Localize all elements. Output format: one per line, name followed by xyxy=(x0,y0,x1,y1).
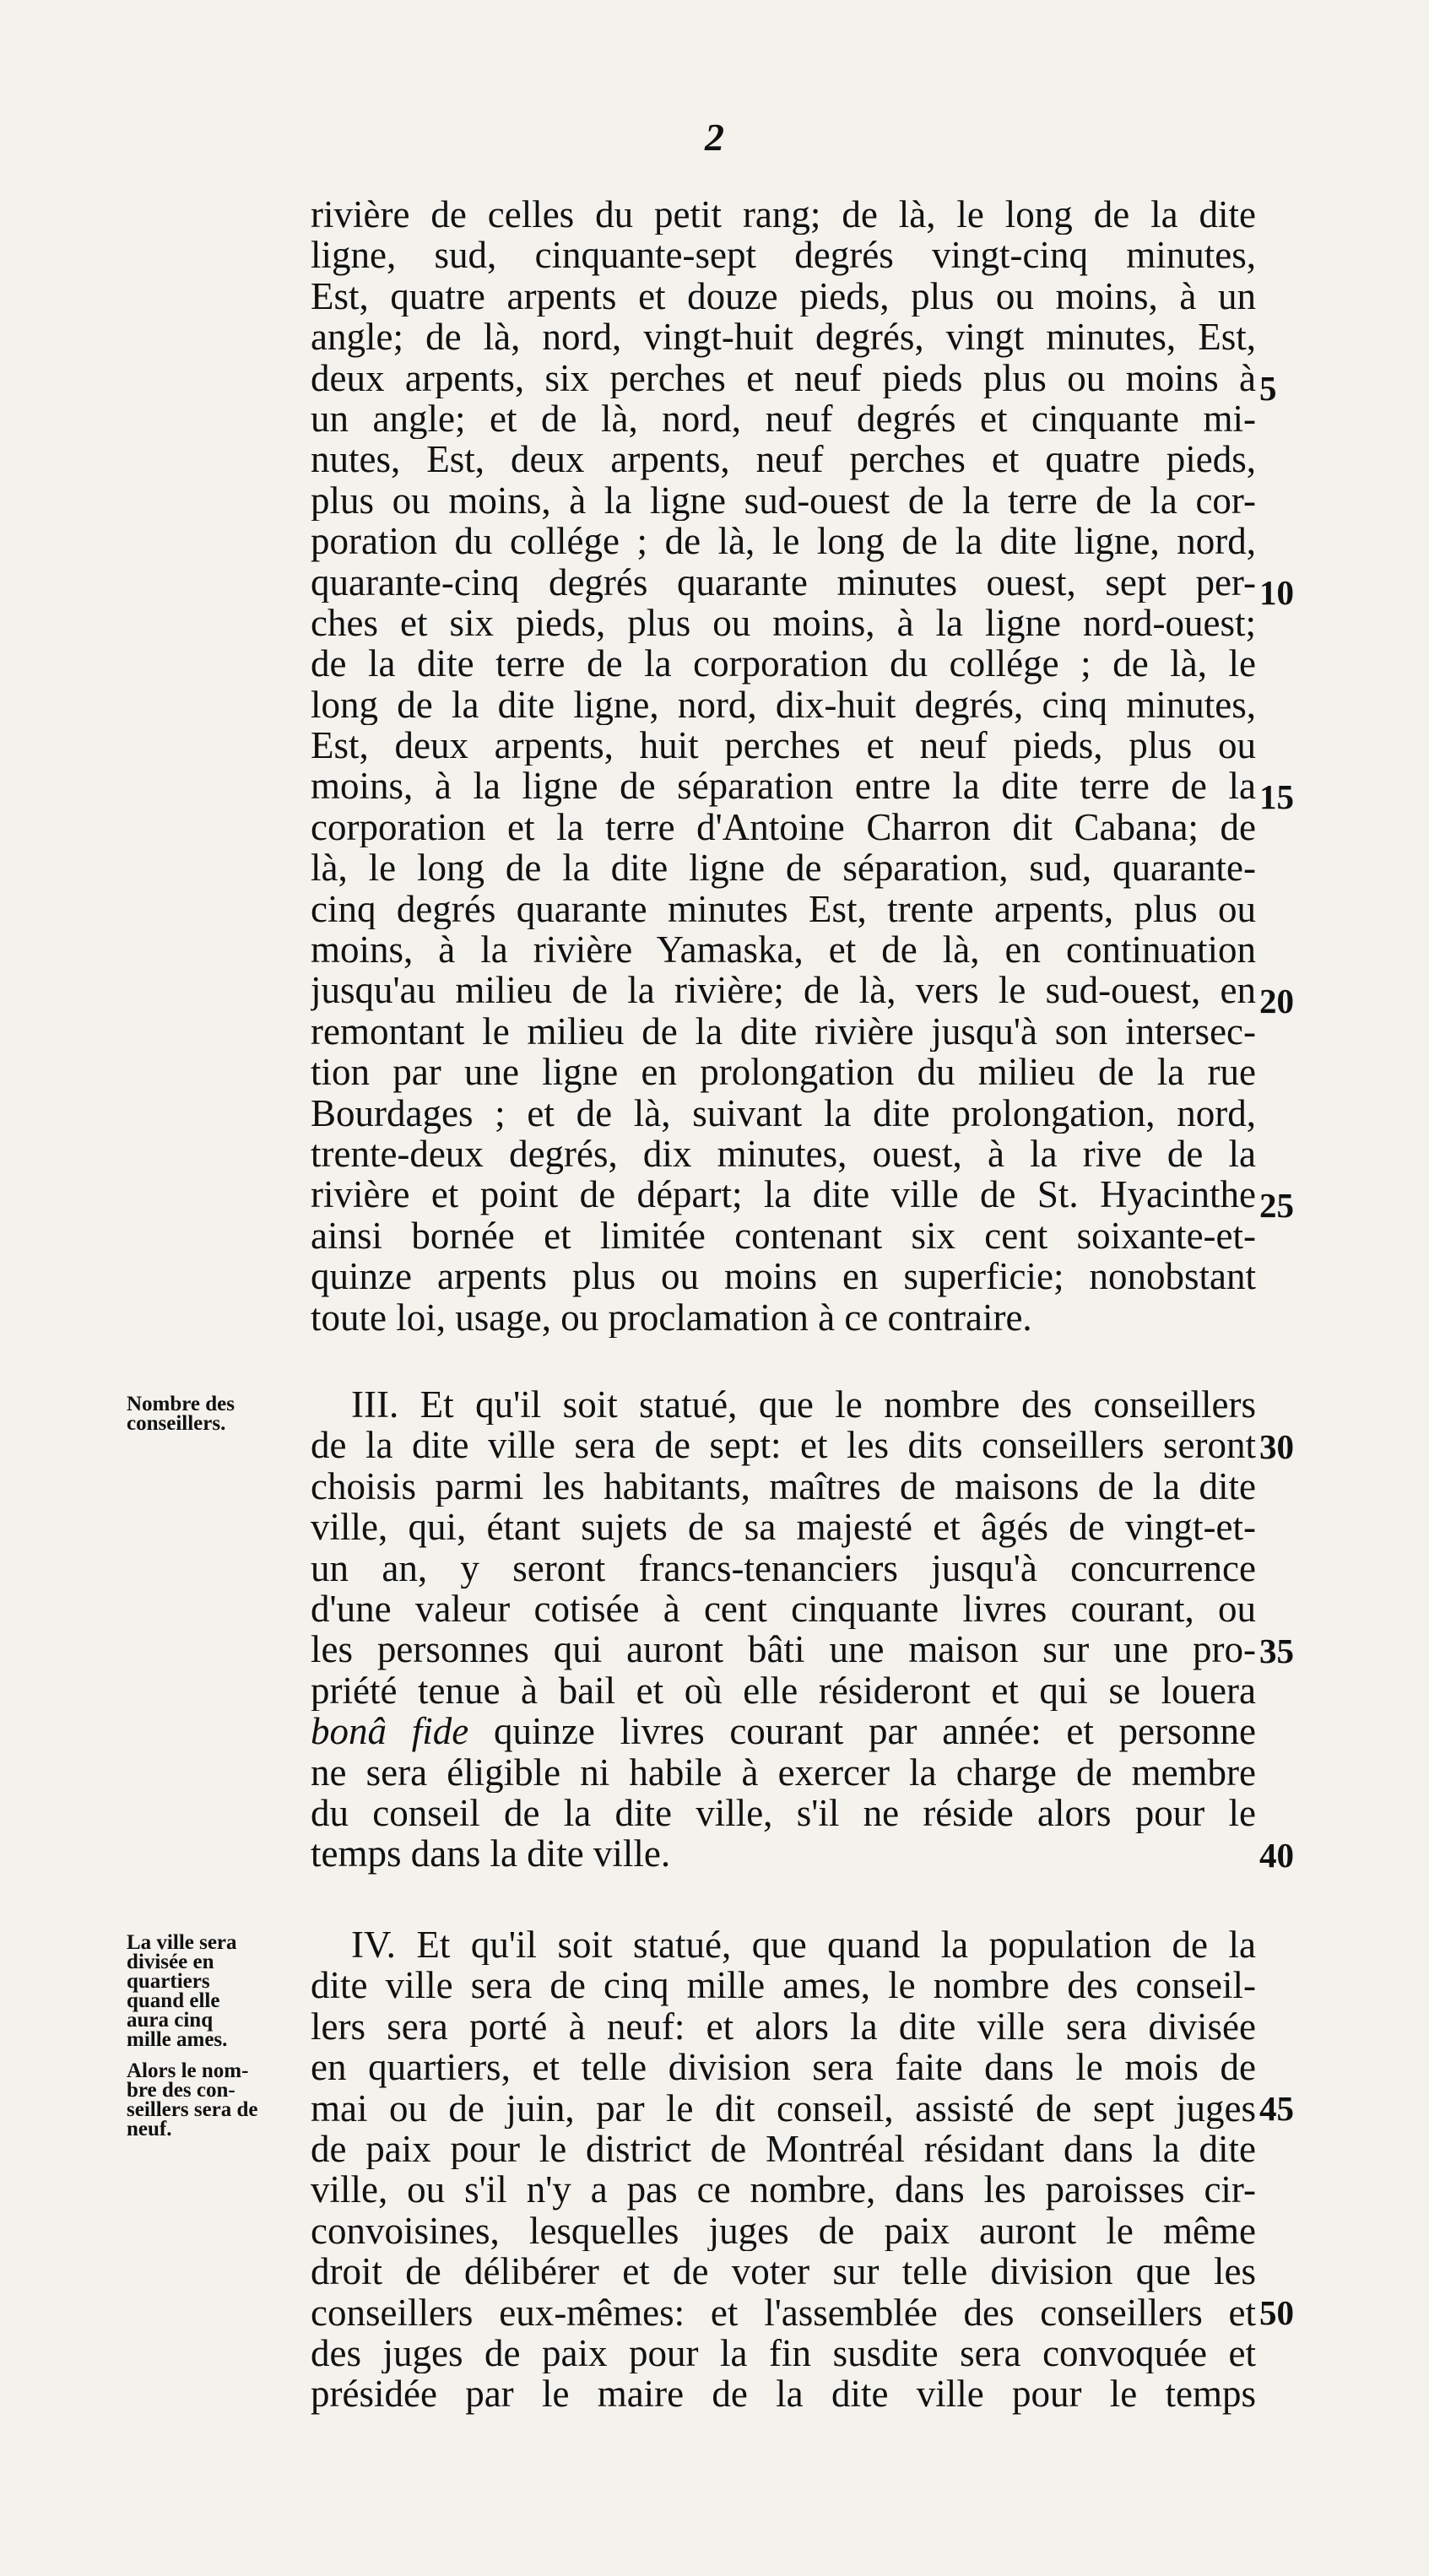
text-line: nutes, Est, deux arpents, neuf perches et quatre pieds, xyxy=(311,439,1256,480)
text-line: III. Et qu'il soit statué, que le nombre des conseillers xyxy=(351,1384,1256,1426)
line-number: 35 xyxy=(1259,1632,1294,1670)
text-line: présidée par le maire de la dite ville pour le temps xyxy=(311,2373,1256,2415)
text-line: ville, qui, étant sujets de sa majesté et âgés de vingt-et- xyxy=(311,1507,1256,1548)
text-line: de la dite terre de la corporation du collége ; de là, le xyxy=(311,643,1256,685)
margin-note-line: seillers sera de xyxy=(127,2098,258,2121)
line-number: 25 xyxy=(1259,1186,1294,1225)
margin-note-counsellors xyxy=(127,1394,312,1433)
margin-note-line: bre des con- xyxy=(127,2079,235,2102)
text-line: moins, à la rivière Yamaska, et de là, en continuation xyxy=(311,929,1256,971)
text-line: Est, quatre arpents et douze pieds, plus ou moins, à un xyxy=(311,275,1256,317)
text-segment: quinze livres courant par année: et personne xyxy=(468,1711,1256,1752)
text-line: ne sera éligible ni habile à exercer la charge de membre xyxy=(311,1751,1256,1793)
section-3-paragraph xyxy=(311,1384,1256,1875)
text-line: jusqu'au milieu de la rivière; de là, vers le sud-ouest, en xyxy=(311,970,1256,1011)
text-line: priété tenue à bail et où elle résideront et qui se louera xyxy=(311,1670,1256,1712)
margin-note-line: Alors le nom- xyxy=(127,2059,249,2082)
text-line: de paix pour le district de Montréal résidant dans la dite xyxy=(311,2128,1256,2170)
text-line: du conseil de la dite ville, s'il ne réside alors pour le xyxy=(311,1792,1256,1834)
line-number: 40 xyxy=(1259,1836,1294,1875)
text-line: tion par une ligne en prolongation du milieu de la rue xyxy=(311,1052,1256,1093)
margin-note-line: quand elle xyxy=(127,1989,220,2012)
text-line: dite ville sera de cinq mille ames, le nombre des conseil- xyxy=(311,1965,1256,2006)
text-line: ligne, sud, cinquante-sept degrés vingt-cinq minutes, xyxy=(311,235,1256,276)
margin-note-line: conseillers. xyxy=(127,1412,226,1435)
text-line: long de la dite ligne, nord, dix-huit degrés, cinq minutes, xyxy=(311,684,1256,726)
text-line: poration du collége ; de là, le long de la dite ligne, nord, xyxy=(311,521,1256,562)
text-line: quarante-cinq degrés quarante minutes ouest, sept per- xyxy=(311,561,1256,603)
text-line: des juges de paix pour la fin susdite sera convoquée et xyxy=(311,2332,1256,2374)
text-line: ches et six pieds, plus ou moins, à la ligne nord-ouest; xyxy=(311,602,1256,644)
text-line: trente-deux degrés, dix minutes, ouest, à la rive de la xyxy=(311,1133,1256,1175)
text-line: moins, à la ligne de séparation entre la dite terre de la xyxy=(311,766,1256,807)
text-line: Est, deux arpents, huit perches et neuf pieds, plus ou xyxy=(311,725,1256,766)
italic-phrase: bonâ fide xyxy=(311,1711,469,1752)
margin-note-line: divisée en xyxy=(127,1951,214,1973)
text-line: d'une valeur cotisée à cent cinquante livres courant, ou xyxy=(311,1588,1256,1630)
margin-note-line: quartiers xyxy=(127,1970,210,1993)
text-line: un angle; et de là, nord, neuf degrés et cinquante mi- xyxy=(311,398,1256,440)
text-line: IV. Et qu'il soit statué, que quand la population de la xyxy=(351,1924,1256,1966)
text-line: les personnes qui auront bâti une maison sur une pro- xyxy=(311,1629,1256,1670)
text-line: convoisines, lesquelles juges de paix auront le même xyxy=(311,2210,1256,2252)
margin-note-line: aura cinq xyxy=(127,2009,214,2032)
text-line: plus ou moins, à la ligne sud-ouest de la terre de la cor- xyxy=(311,479,1256,522)
text-line: droit de délibérer et de voter sur telle division que les xyxy=(311,2251,1256,2292)
text-line: cinq degrés quarante minutes Est, trente arpents, plus ou xyxy=(311,888,1256,930)
text-line: mai ou de juin, par le dit conseil, assisté de sept juges xyxy=(311,2087,1256,2129)
text-line: un an, y seront francs-tenanciers jusqu'à concurrence xyxy=(311,1547,1256,1588)
text-line: choisis parmi les habitants, maîtres de maisons de la dite xyxy=(311,1465,1256,1507)
margin-note-line: mille ames. xyxy=(127,2028,228,2051)
line-number: 20 xyxy=(1259,982,1294,1020)
line-number: 10 xyxy=(1259,573,1294,612)
text-line: conseillers eux-mêmes: et l'assemblée des conseillers et xyxy=(311,2292,1256,2333)
text-line: de la dite ville sera de sept: et les dits conseillers seront xyxy=(311,1425,1256,1466)
line-number: 15 xyxy=(1259,777,1294,816)
text-line: angle; de là, nord, vingt-huit degrés, vingt minutes, Est, xyxy=(311,317,1256,358)
text-line: rivière de celles du petit rang; de là, le long de la dite xyxy=(311,194,1256,235)
text-line: ville, ou s'il n'y a pas ce nombre, dans les paroisses cir- xyxy=(311,2169,1256,2211)
line-number: 30 xyxy=(1259,1427,1294,1466)
text-line: temps dans la dite ville. xyxy=(311,1833,671,1875)
section-4-paragraph xyxy=(311,1924,1256,2415)
margin-note-line: La ville sera xyxy=(127,1931,237,1954)
text-line: deux arpents, six perches et neuf pieds plus ou moins à xyxy=(311,357,1256,398)
text-line: rivière et point de départ; la dite ville de St. Hyacinthe xyxy=(311,1174,1256,1215)
text-line xyxy=(311,1711,1256,1751)
text-line: toute loi, usage, ou proclamation à ce contraire. xyxy=(311,1296,1032,1338)
text-line: en quartiers, et telle division sera faite dans le mois de xyxy=(311,2047,1256,2088)
intro-paragraph xyxy=(311,194,1256,1338)
text-line: Bourdages ; et de là, suivant la dite prolongation, nord, xyxy=(311,1092,1256,1134)
margin-note-line: neuf. xyxy=(127,2118,172,2140)
line-number: 50 xyxy=(1259,2293,1294,2332)
text-line: lers sera porté à neuf: et alors la dite ville sera divisée xyxy=(311,2005,1256,2048)
line-number: 45 xyxy=(1259,2089,1294,2128)
text-line: ainsi bornée et limitée contenant six cent soixante-et- xyxy=(311,1215,1256,1257)
line-number: 5 xyxy=(1259,369,1277,408)
text-line: remontant le milieu de la dite rivière jusqu'à son intersec- xyxy=(311,1010,1256,1053)
margin-note-line: Nombre des xyxy=(127,1393,235,1415)
margin-note-wards xyxy=(127,1933,312,2049)
text-line: quinze arpents plus ou moins en superficie; nonobstant xyxy=(311,1256,1256,1297)
margin-note-nine-counsellors xyxy=(127,2061,312,2139)
page-number: 2 xyxy=(705,116,724,159)
text-line: corporation et la terre d'Antoine Charron dit Cabana; de xyxy=(311,806,1256,848)
text-line: là, le long de la dite ligne de séparation, sud, quarante- xyxy=(311,847,1256,889)
